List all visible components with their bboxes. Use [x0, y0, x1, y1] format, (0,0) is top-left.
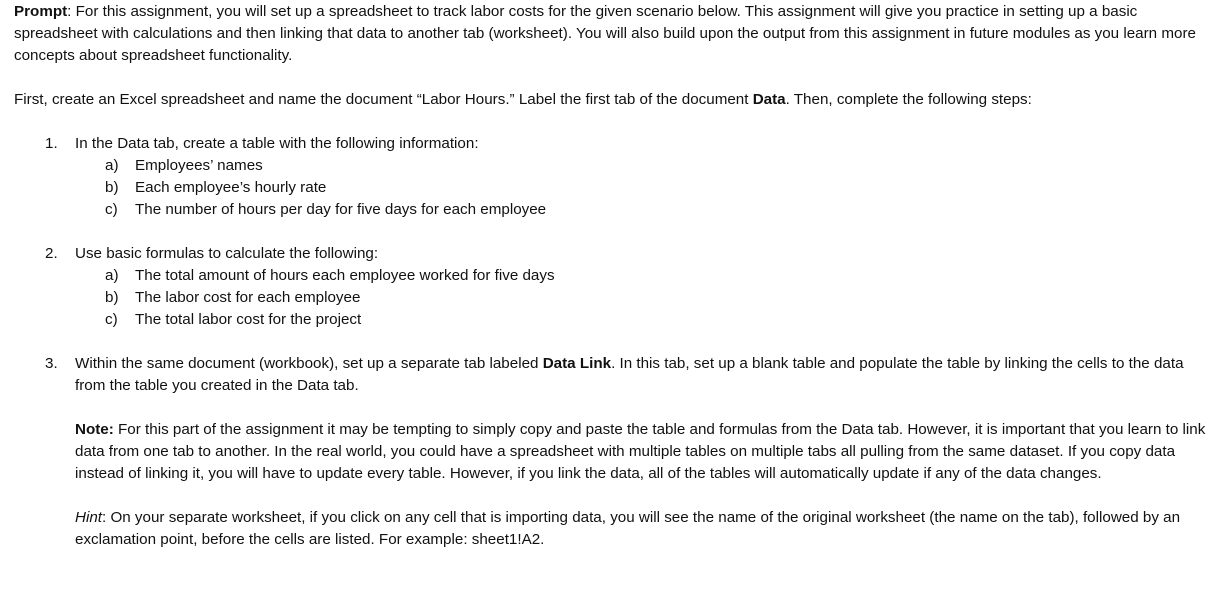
list-item: [75, 155, 1211, 177]
intro-paragraph: [14, 89, 1211, 111]
sub-letter: a): [105, 157, 119, 174]
step-number: 3.: [45, 355, 58, 372]
step-text: [75, 353, 1211, 397]
prompt-text: : For this assignment, you will set up a spreadsheet to track labor costs for the given scenario below. This assignment will give you practice in setting up a basic spreadsheet with calculations and then linking that data to another tab (worksheet). You will also build upon the output from this assignment in future modules as you learn more concepts about spreadsheet functionality.: [14, 3, 1196, 64]
hint-text: : On your separate worksheet, if you click on any cell that is importing data, you will see the name of the original worksheet (the name on the tab), followed by an exclamation point, before the cells are listed. For example: sheet1!A2.: [75, 509, 1181, 548]
step-number: 2.: [45, 245, 58, 262]
hint-label: Hint: [75, 509, 103, 526]
sub-letter: a): [105, 267, 119, 284]
sub-letter: c): [105, 201, 118, 218]
step-number: 1.: [45, 135, 58, 152]
sub-text: The labor cost for each employee: [135, 289, 361, 306]
hint-paragraph: [75, 507, 1211, 551]
prompt-label: Prompt: [14, 3, 68, 20]
step-1: [14, 133, 1211, 221]
prompt-paragraph: [14, 0, 1211, 67]
step-2: [14, 243, 1211, 331]
list-item: [75, 309, 1211, 331]
step-text: In the Data tab, create a table with the following information:: [75, 135, 479, 152]
list-item: [75, 199, 1211, 221]
sub-text: Employees’ names: [135, 157, 263, 174]
steps-list: [14, 133, 1211, 551]
note-text: For this part of the assignment it may be tempting to simply copy and paste the table and formulas from the Data tab. However, it is important that you learn to link data from one tab to another. In the real world, you could have a spreadsheet with multiple tables on multiple tabs all pulling from the same dataset. If you copy data instead of linking it, you will have to update every table. However, if you link the data, all of the tables will automatically update if any of the data changes.: [75, 421, 1206, 482]
sub-letter: b): [105, 179, 119, 196]
intro-text-before: First, create an Excel spreadsheet and name the document “Labor Hours.” Label the first tab of the document: [14, 91, 753, 108]
sub-text: The total labor cost for the project: [135, 311, 362, 328]
step-text-after: . In this tab, set up a blank table and populate the table by linking the cells to the data from the table you created in the Data tab.: [75, 355, 1184, 394]
step-bold-data-link: Data Link: [542, 355, 612, 372]
sub-text: The total amount of hours each employee worked for five days: [135, 267, 555, 284]
sub-letter: c): [105, 311, 118, 328]
note-paragraph: [75, 419, 1211, 485]
intro-bold-data: Data: [752, 91, 786, 108]
step-text: Use basic formulas to calculate the following:: [75, 245, 379, 262]
note-label: Note:: [75, 421, 114, 438]
step-3: [14, 353, 1211, 551]
intro-text-after: . Then, complete the following steps:: [785, 91, 1032, 108]
step-text-before: Within the same document (workbook), set up a separate tab labeled: [75, 355, 543, 372]
list-item: [75, 287, 1211, 309]
list-item: [75, 177, 1211, 199]
sub-letter: b): [105, 289, 119, 306]
sub-text: Each employee’s hourly rate: [135, 179, 327, 196]
list-item: [75, 265, 1211, 287]
sub-text: The number of hours per day for five days for each employee: [135, 201, 547, 218]
